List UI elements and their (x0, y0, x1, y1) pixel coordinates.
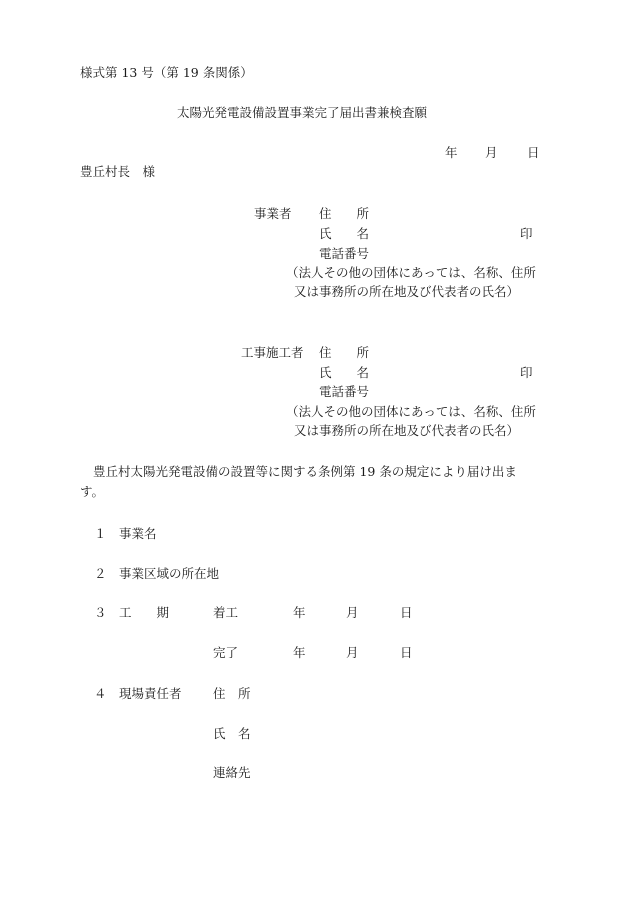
supervisor-contact-label: 連絡先 (213, 765, 251, 780)
item2-number: ２ (94, 566, 107, 581)
end-month: 月 (346, 645, 359, 660)
item2-label: 事業区域の所在地 (119, 566, 220, 581)
operator-role: 事業者 (254, 206, 292, 221)
item1-number: １ (94, 526, 107, 541)
contractor-role: 工事施工者 (241, 345, 304, 360)
date-month: 月 (485, 145, 498, 160)
contractor-address-label: 住 所 (319, 345, 370, 360)
supervisor-address-label: 住 所 (213, 686, 251, 701)
start-label: 着工 (213, 605, 239, 620)
start-day: 日 (400, 605, 413, 620)
start-year: 年 (293, 605, 306, 620)
contractor-seal: 印 (520, 365, 533, 380)
addressee: 豊丘村長 様 (80, 164, 156, 179)
body-text-line2: す。 (80, 484, 105, 499)
operator-note-line1: （法人その他の団体にあっては、名称、住所 (286, 265, 536, 280)
document-title: 太陽光発電設備設置事業完了届出書兼検査願 (177, 105, 428, 120)
item3-label: 工 期 (119, 605, 170, 620)
operator-phone-label: 電話番号 (319, 246, 370, 261)
date-year: 年 (445, 145, 458, 160)
date-day: 日 (527, 145, 540, 160)
item3-number: ３ (94, 605, 107, 620)
end-label: 完了 (213, 645, 239, 660)
item4-number: ４ (94, 686, 107, 701)
body-text-line1: 豊丘村太陽光発電設備の設置等に関する条例第 19 条の規定により届け出ま (93, 464, 517, 479)
contractor-note-line2: 又は事務所の所在地及び代表者の氏名） (294, 423, 520, 438)
supervisor-name-label: 氏 名 (213, 726, 251, 741)
operator-name-label: 氏 名 (319, 226, 370, 241)
start-month: 月 (346, 605, 359, 620)
end-year: 年 (293, 645, 306, 660)
contractor-name-label: 氏 名 (319, 365, 370, 380)
contractor-phone-label: 電話番号 (319, 384, 370, 399)
form-number: 様式第 13 号（第 19 条関係） (80, 65, 253, 80)
end-day: 日 (400, 645, 413, 660)
item1-label: 事業名 (119, 526, 157, 541)
operator-seal: 印 (520, 226, 533, 241)
operator-note-line2: 又は事務所の所在地及び代表者の氏名） (294, 284, 520, 299)
item4-label: 現場責任者 (119, 686, 182, 701)
operator-address-label: 住 所 (319, 206, 370, 221)
contractor-note-line1: （法人その他の団体にあっては、名称、住所 (286, 404, 536, 419)
